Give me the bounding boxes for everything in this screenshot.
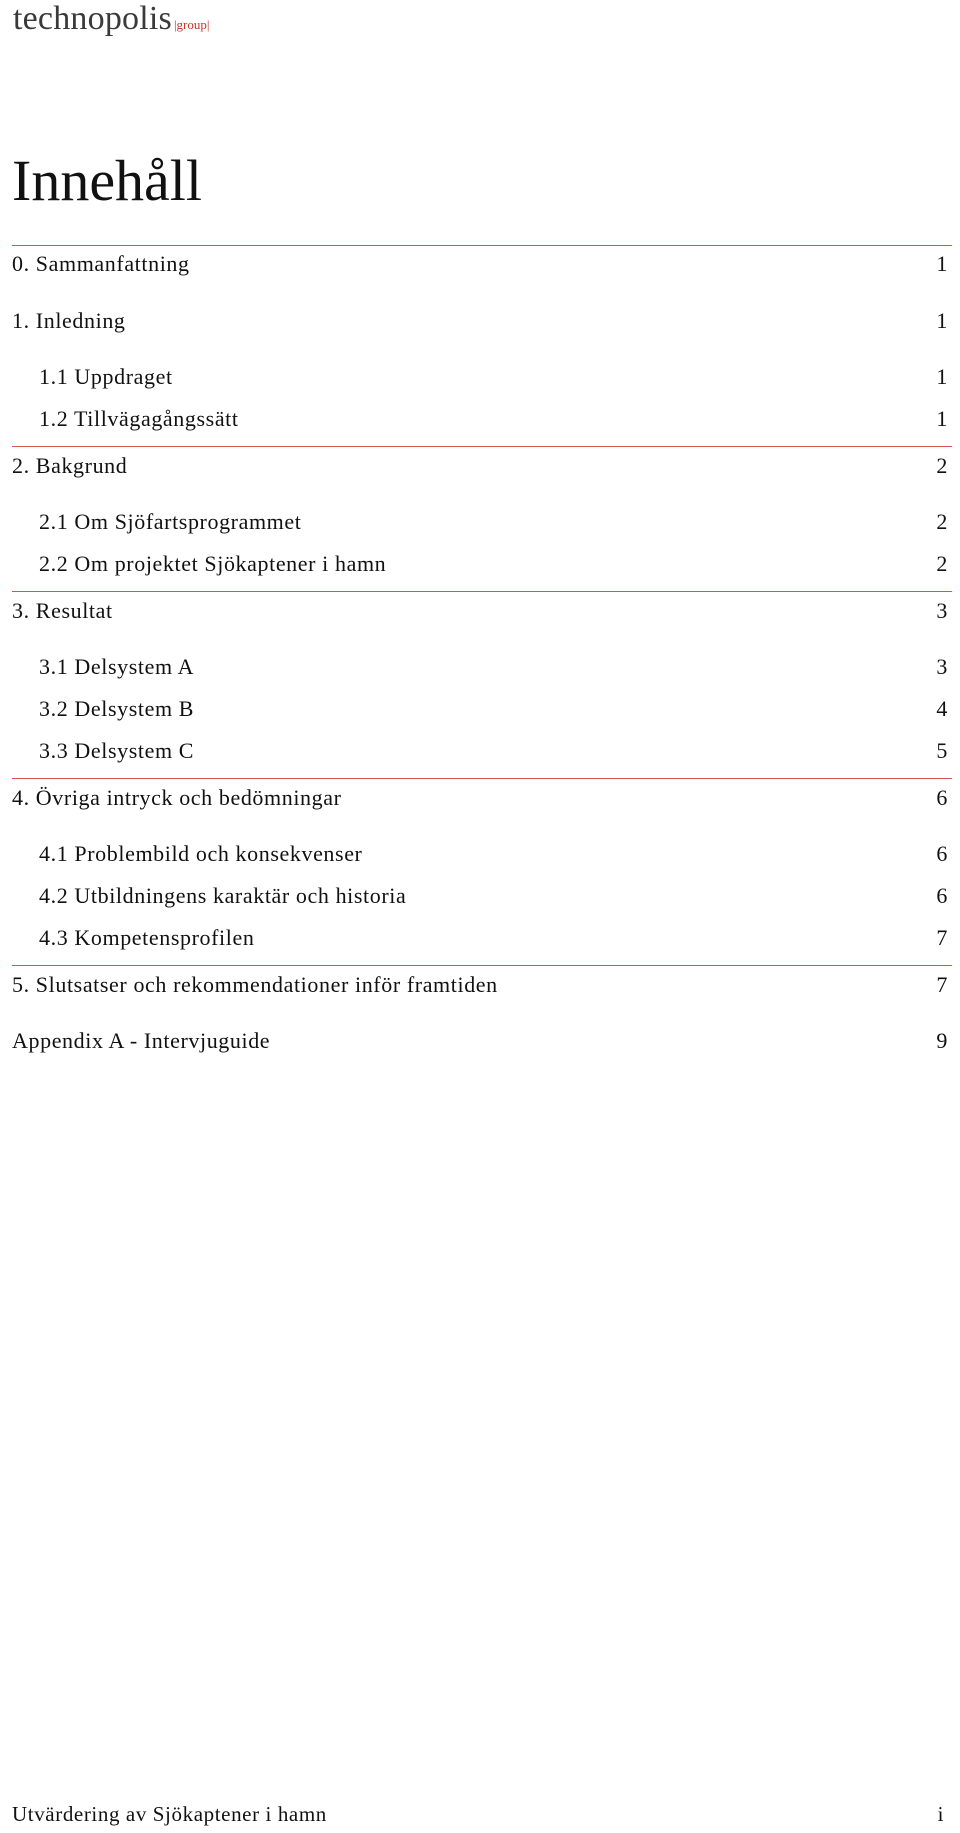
- toc-entry-page: 3: [936, 598, 948, 623]
- toc-entry-title: 1. Inledning: [12, 308, 126, 333]
- toc-entry[interactable]: [12, 923, 952, 953]
- section-divider: [12, 446, 952, 447]
- toc-entry[interactable]: [12, 549, 952, 579]
- toc-entry-page: 6: [936, 785, 948, 810]
- logo-wordmark: technopolis: [13, 0, 172, 37]
- toc-entry[interactable]: [12, 736, 952, 766]
- toc-entry[interactable]: [12, 404, 952, 434]
- toc-entry-page: 2: [936, 551, 948, 576]
- toc-entry[interactable]: [12, 306, 952, 336]
- toc-entry-page: 2: [936, 453, 948, 478]
- toc-entry[interactable]: [12, 652, 952, 682]
- toc-entry-title: 3. Resultat: [12, 598, 113, 623]
- toc-entry-title: 0. Sammanfattning: [12, 251, 190, 276]
- footer-document-title: Utvärdering av Sjökaptener i hamn: [12, 1802, 327, 1826]
- toc-entry[interactable]: [12, 783, 952, 813]
- toc-entry[interactable]: [12, 839, 952, 869]
- section-divider: [12, 778, 952, 779]
- toc-entry[interactable]: [12, 1026, 952, 1056]
- toc-entry-page: 2: [936, 509, 948, 534]
- toc-entry-page: 1: [936, 364, 948, 389]
- toc-entry[interactable]: [12, 362, 952, 392]
- toc-entry-page: 7: [936, 925, 948, 950]
- toc-entry-page: 1: [936, 406, 948, 431]
- toc-entry-page: 7: [936, 972, 948, 997]
- section-divider: [12, 245, 952, 246]
- toc-entry[interactable]: [12, 249, 952, 279]
- footer-page-number: i: [937, 1802, 944, 1826]
- toc-entry-title: 3.1 Delsystem A: [39, 654, 195, 679]
- toc-entry-page: 1: [936, 251, 948, 276]
- toc-entry-page: 1: [936, 308, 948, 333]
- toc-entry[interactable]: [12, 694, 952, 724]
- section-divider: [12, 965, 952, 966]
- toc-entry-page: 5: [936, 738, 948, 763]
- toc-entry-page: 9: [936, 1028, 948, 1053]
- toc-entry[interactable]: [12, 596, 952, 626]
- toc-entry[interactable]: [12, 507, 952, 537]
- toc-entry-title: 4.1 Problembild och konsekvenser: [39, 841, 363, 866]
- toc-entry-title: 1.2 Tillvägagångssätt: [39, 406, 239, 431]
- toc-entry-title: 4.2 Utbildningens karaktär och historia: [39, 883, 407, 908]
- toc-entry-page: 3: [936, 654, 948, 679]
- toc-entry[interactable]: [12, 970, 952, 1000]
- toc-entry-title: 2. Bakgrund: [12, 453, 128, 478]
- toc-title: Innehåll: [12, 148, 203, 213]
- toc-entry-title: 5. Slutsatser och rekommendationer inför framtiden: [12, 972, 498, 997]
- toc-entry[interactable]: [12, 451, 952, 481]
- technopolis-logo: [13, 0, 210, 38]
- section-divider: [12, 591, 952, 592]
- toc-entry-title: 1.1 Uppdraget: [39, 364, 173, 389]
- toc-entry-page: 6: [936, 841, 948, 866]
- toc-entry-title: 2.1 Om Sjöfartsprogrammet: [39, 509, 302, 534]
- toc-entry-title: 3.3 Delsystem C: [39, 738, 195, 763]
- toc-entry-title: 4.3 Kompetensprofilen: [39, 925, 255, 950]
- toc-entry-title: Appendix A - Intervjuguide: [12, 1028, 271, 1053]
- toc-entry-title: 4. Övriga intryck och bedömningar: [12, 785, 342, 810]
- toc-entry-page: 6: [936, 883, 948, 908]
- toc-entry-page: 4: [936, 696, 948, 721]
- toc-entry-title: 3.2 Delsystem B: [39, 696, 195, 721]
- logo-group-suffix: |group|: [173, 17, 210, 32]
- toc-entry-title: 2.2 Om projektet Sjökaptener i hamn: [39, 551, 387, 576]
- toc-entry[interactable]: [12, 881, 952, 911]
